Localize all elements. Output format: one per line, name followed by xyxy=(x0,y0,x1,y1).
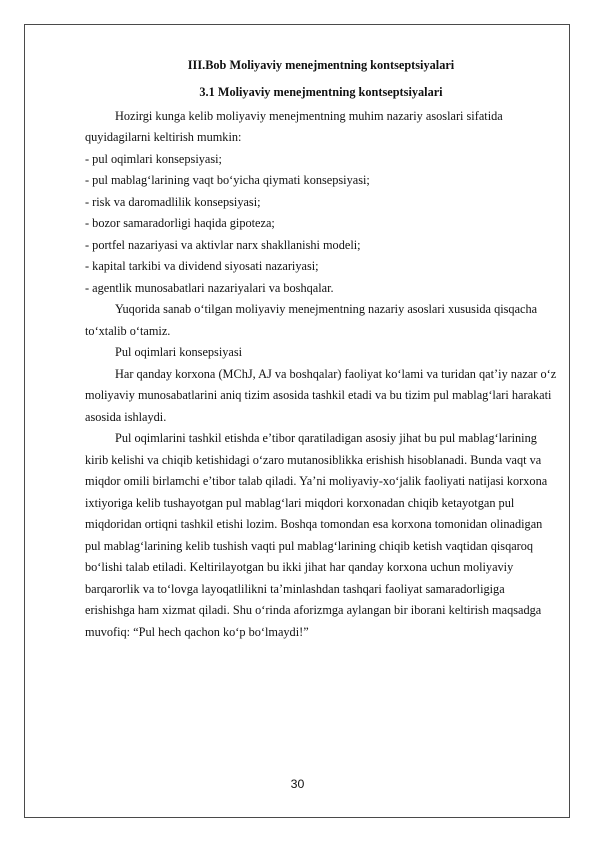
list-item: - agentlik munosabatlari nazariyalari va boshqalar. xyxy=(85,280,334,295)
list-item: - pul mablag‘larining vaqt bo‘yicha qiymati konsepsiyasi; xyxy=(85,173,370,187)
list-item: - bozor samaradorligi haqida gipoteza; xyxy=(85,216,275,230)
list-item: - pul oqimlari konsepsiyasi; xyxy=(85,151,222,166)
section-title: 3.1 Moliyaviy menejmentning kontseptsiyalari xyxy=(199,85,443,99)
list-item: - risk va daromadlilik konsepsiyasi; xyxy=(85,194,261,209)
chapter-title: III.Bob Moliyaviy menejmentning kontseptsiyalari xyxy=(187,58,455,72)
page-number: 30 xyxy=(290,777,305,791)
list-item: - portfel nazariyasi va aktivlar narx shakllanishi modeli; xyxy=(85,237,361,252)
document-body xyxy=(85,55,557,643)
intro-paragraph: Hozirgi kunga kelib moliyaviy menejmentning muhim nazariy asoslari sifatida quyidagilarni keltirish mumkin: xyxy=(85,108,503,144)
body-paragraph: Har qanday korxona (MChJ, AJ va boshqalar) faoliyat ko‘lami va turidan qat’iy nazar o‘z moliyaviy munosabatlarini aniq tizim asosida tashkil etadi va bu tizim pul mablag‘lari harakati asosida ishlaydi. xyxy=(85,366,557,424)
summary-paragraph: Yuqorida sanab o‘tilgan moliyaviy menejmentning nazariy asoslari xususida qisqacha to‘xtalib o‘tamiz. xyxy=(85,302,538,338)
concept-list xyxy=(85,149,557,300)
subheading: Pul oqimlari konsepsiyasi xyxy=(115,345,243,359)
list-item: - kapital tarkibi va dividend siyosati nazariyasi; xyxy=(85,259,319,273)
body-paragraph: Pul oqimlarini tashkil etishda e’tibor qaratiladigan asosiy jihat bu pul mablag‘larining kirib kelishi va chiqib ketishidagi o‘zaro mutanosiblikka erishish hisoblanadi. Bunda vaqt va miqdor omili birlamchi e’tibor talab qiladi. Ya’ni moliyaviy-xo‘jalik faoliyati natijasi korxona ixtiyoriga kelib tushayotgan pul mablag‘lari miqdori korxonadan chiqib ketayotgan pul miqdoridan ortiqni tashkil etishi lozim. Boshqa tomondan esa korxona tomonidan olinadigan pul mablag‘larining kelib tushish vaqti pul mablag‘larining chiqib ketish vaqtidan qisqaroq bo‘lishi talab etiladi. Keltirilayotgan bu ikki jihat har qanday korxona uchun moliyaviy barqarorlik va to‘lovga layoqatlilikni ta’minlashdan tashqari faoliyat samaradorligiga erishishga ham xizmat qiladi. Shu o‘rinda aforizmga aylangan bir iborani keltirish maqsadga muvofiq: “Pul hech qachon ko‘p bo‘lmaydi!” xyxy=(85,431,548,639)
